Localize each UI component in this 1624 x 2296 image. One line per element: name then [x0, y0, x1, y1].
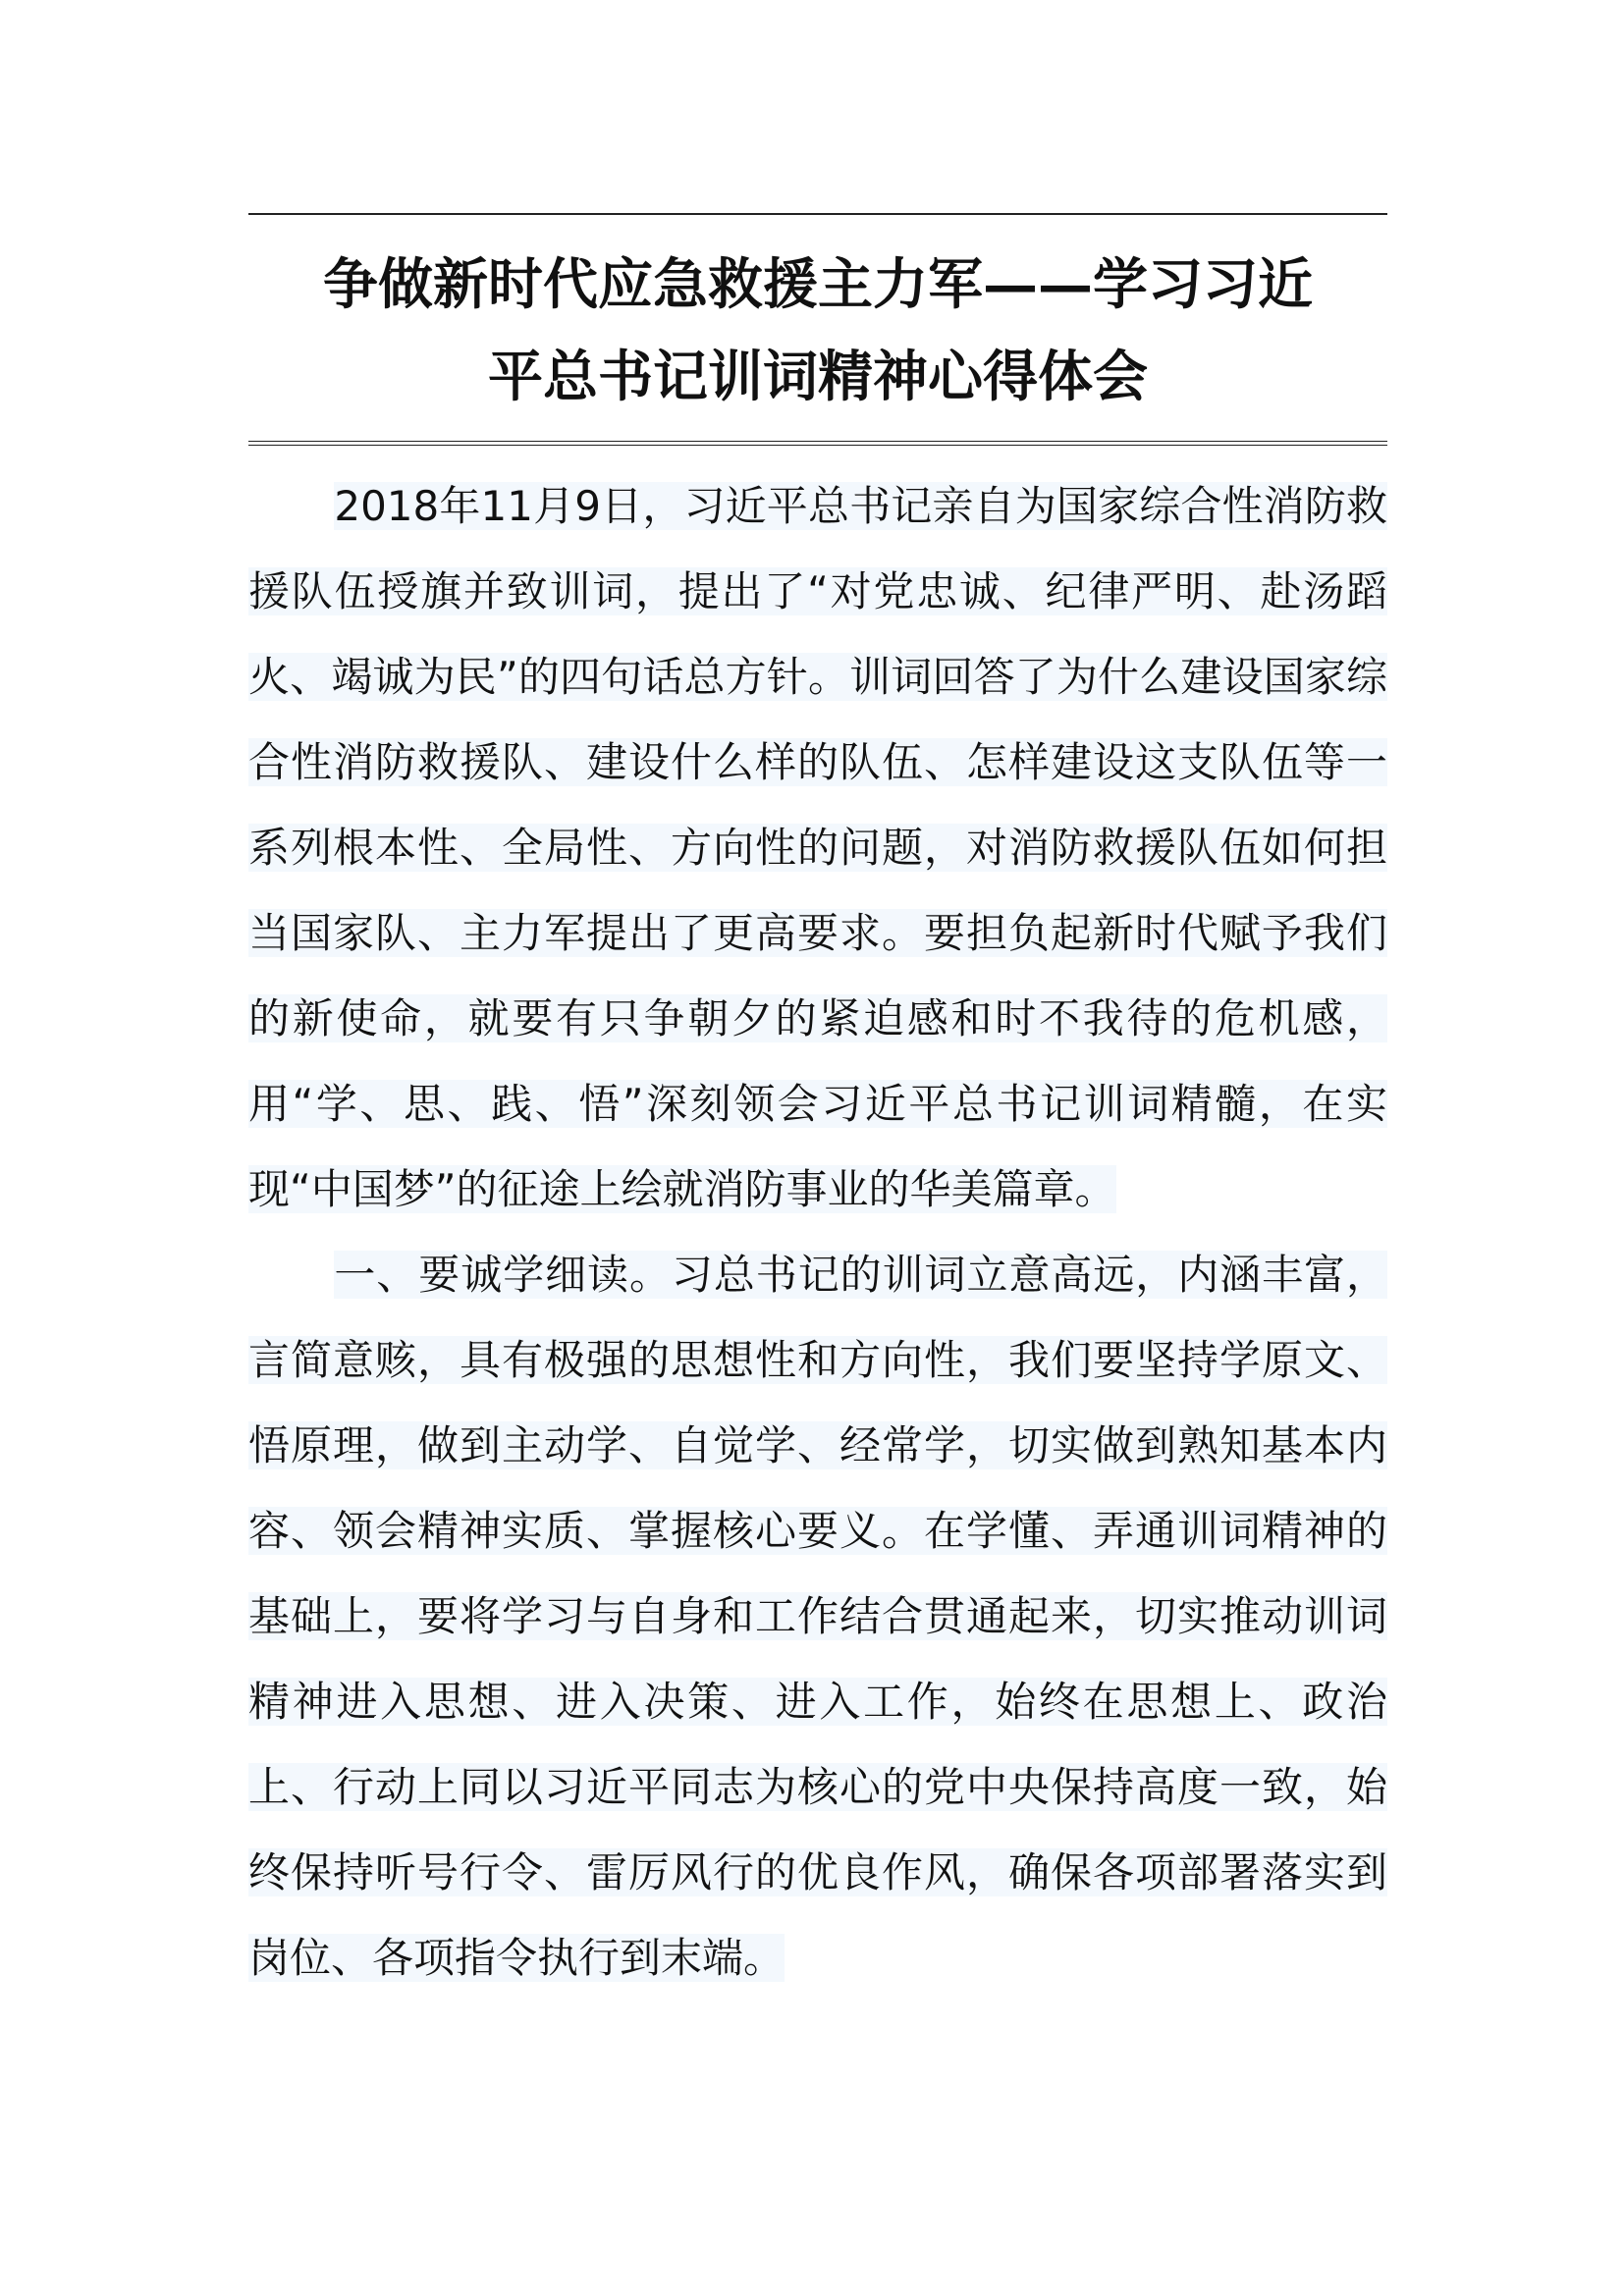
- body-paragraph-1: [248, 463, 1387, 1232]
- paragraph-text: 2018年11月9日，习近平总书记亲自为国家综合性消防救援队伍授旗并致训词，提出了“对党忠诚、纪律严明、赴汤蹈火、竭诚为民”的四句话总方针。训词回答了为什么建设国家综合性消防救援队、建设什么样的队伍、怎样建设这支队伍等一系列根本性、全局性、方向性的问题，对消防救援队伍如何担当国家队、主力军提出了更高要求。要担负起新时代赋予我们的新使命，就要有只争朝夕的紧迫感和时不我待的危机感，用“学、思、践、悟”深刻领会习近平总书记训词精髓，在实现“中国梦”的征途上绘就消防事业的华美篇章。: [248, 482, 1387, 1213]
- body-paragraph-2: [248, 1232, 1387, 2001]
- document-page: [248, 213, 1387, 2001]
- title-bottom-double-rule: [248, 441, 1387, 446]
- document-title: 争做新时代应急救援主力军——学习习近 平总书记训词精神心得体会: [323, 252, 1313, 409]
- paragraph-text: 一、要诚学细读。习总书记的训词立意高远，内涵丰富，言简意赅，具有极强的思想性和方向性，我们要坚持学原文、悟原理，做到主动学、自觉学、经常学，切实做到熟知基本内容、领会精神实质、掌握核心要义。在学懂、弄通训词精神的基础上，要将学习与自身和工作结合贯通起来，切实推动训词精神进入思想、进入决策、进入工作，始终在思想上、政治上、行动上同以习近平同志为核心的党中央保持高度一致，始终保持听号行令、雷厉风行的优良作风，确保各项部署落实到岗位、各项指令执行到末端。: [248, 1251, 1387, 1982]
